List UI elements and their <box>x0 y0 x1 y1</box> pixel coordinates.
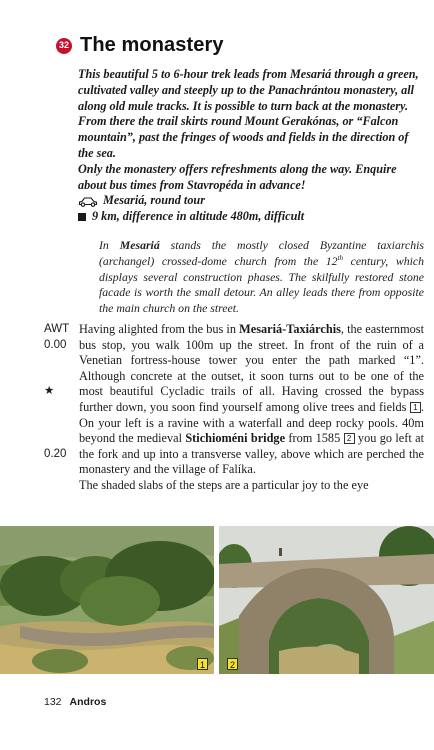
star-icon: ★ <box>44 385 55 398</box>
photo-2-tag: 2 <box>227 658 238 670</box>
stats-line <box>78 209 424 225</box>
chapter-name: Andros <box>69 696 107 708</box>
page-number: 132 <box>44 696 62 708</box>
car-icon <box>78 196 98 207</box>
photo-ref-2: 2 <box>344 433 355 444</box>
time-stichiomeni: 0.20 <box>44 447 67 460</box>
transport-text: Mesariá, round tour <box>103 193 205 208</box>
summary-paragraph-2: Only the monastery offers refreshments along the way. Enquire about bus times from Stavropéda in advance! <box>78 161 397 192</box>
route-description: Having alighted from the bus in Mesariá-Taxiárchis, the easternmost bus stop, you walk 100m up the street. In front of the ruin of a Venetian fortress-house tower you enter the path marked “1”. Although concrete at the outset, it soon turns out to be one of the most beautiful Cycladic trails of all. Having crossed the bypass further down, you soon find yourself among olive trees and fields 1 . On your left is a ravine with a waterfall and deep rocky pools. 40m beyond the medieval Stichioméni bridge from 1585 2 you go left at the fork and up into a transverse valley, above which are perched the monastery and the village of Falíka. The shaded slabs of the steps are a particular joy to the eye <box>79 322 424 492</box>
difficulty-square-icon <box>78 213 86 221</box>
page-title: The monastery <box>80 34 224 56</box>
photo-olive-terraces <box>0 526 214 674</box>
route-number-badge: 32 <box>56 38 72 54</box>
transport-line <box>78 193 424 209</box>
time-start: 0.00 <box>44 338 67 351</box>
photo-1-tag: 1 <box>197 658 208 670</box>
walking-time-column <box>44 322 78 462</box>
photo-strip <box>0 526 434 674</box>
page-footer <box>44 696 106 708</box>
place-mesaria-taxiarchis: Mesariá-Taxiárchis <box>239 322 341 336</box>
photo-ref-1: 1 <box>410 402 421 413</box>
place-mesaria: Mesariá <box>119 238 160 252</box>
route-heading <box>56 34 224 57</box>
summary-paragraph-1: This beautiful 5 to 6-hour trek leads from Mesariá through a green, cultivated valley and steeply up to the Panachrántou monastery, all along old mule tracks. It is possible to turn back at the monastery. From there the trail skirts round Mount Gerakónas, or “Falcon mountain”, past the fringes of woods and fields in the direction of the sea. <box>78 67 419 160</box>
place-stichiomeni-bridge: Stichioméni bridge <box>185 431 286 446</box>
stats-text: 9 km, difference in altitude 480m, difficult <box>92 209 305 224</box>
photo-stichiomeni-bridge <box>219 526 434 674</box>
route-summary <box>78 67 424 225</box>
awt-label: AWT <box>44 323 70 335</box>
history-note: In Mesariá stands the mostly closed Byzantine taxiarchis (archangel) crossed-dome church from the 12th century, which displays several construction phases. The skilfully restored stone facade is worth the small detour. An alley leads there from opposite the main church on the street. <box>99 238 425 316</box>
